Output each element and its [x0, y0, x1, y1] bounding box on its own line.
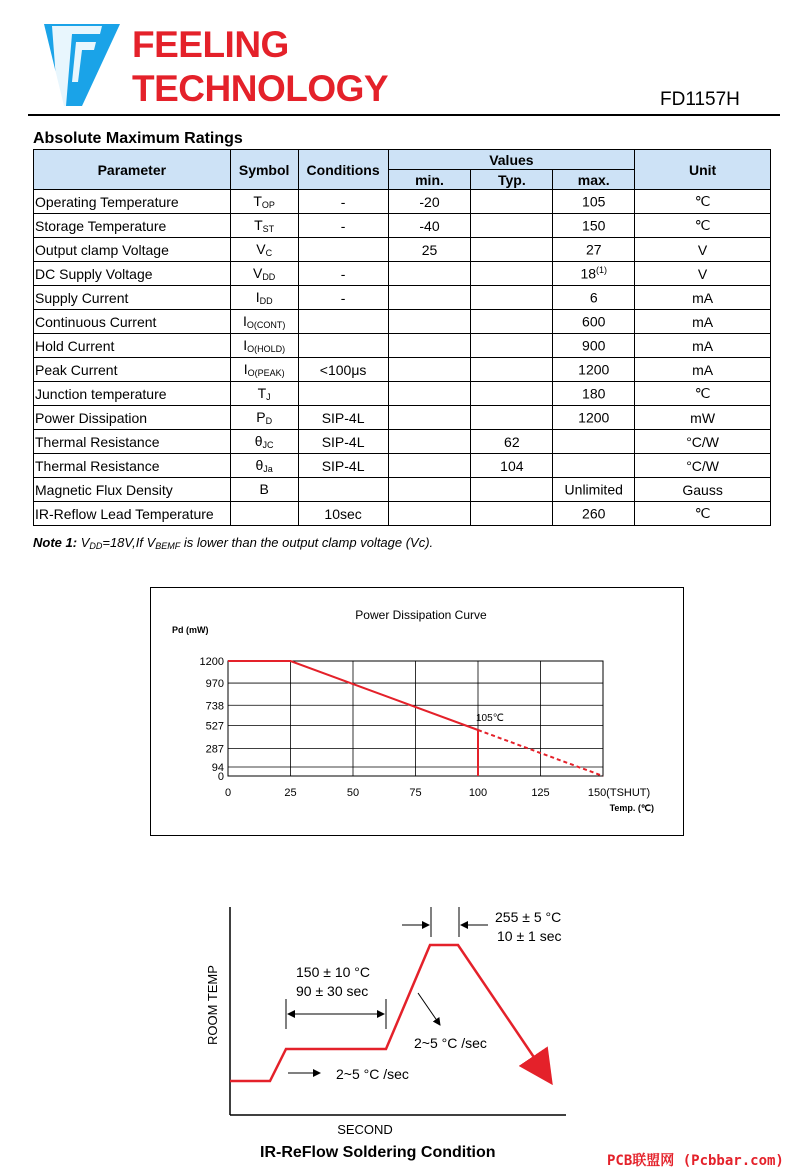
note-1	[33, 535, 433, 551]
cell-conditions: SIP-4L	[298, 454, 388, 478]
header-min: min.	[388, 170, 471, 190]
cell-min	[388, 382, 471, 406]
table-row	[34, 214, 771, 238]
cell-min: -40	[388, 214, 471, 238]
y-tick-label: 0	[217, 771, 224, 783]
ramp-down-label: 2~5 °C /sec	[414, 1035, 487, 1051]
cell-max	[553, 430, 635, 454]
brand-line-1: FEELING	[132, 24, 289, 65]
symbol-main: I	[255, 289, 260, 305]
header-unit: Unit	[635, 150, 771, 190]
cell-symbol	[230, 406, 298, 430]
cell-typ	[471, 238, 553, 262]
cell-max	[553, 190, 635, 214]
x-tick-label: 50	[346, 787, 360, 799]
cell-symbol	[230, 262, 298, 286]
cell-conditions	[298, 238, 388, 262]
x-tick-label: 100	[468, 787, 488, 799]
x-tick-label: 25	[284, 787, 297, 799]
cell-unit: mA	[635, 286, 771, 310]
cell-symbol	[230, 502, 298, 526]
header-values: Values	[388, 150, 635, 170]
cell-max	[553, 286, 635, 310]
symbol-main: T	[254, 217, 263, 233]
cell-unit: ℃	[635, 502, 771, 526]
symbol-main: θ	[255, 457, 264, 473]
chart-title: Power Dissipation Curve	[355, 608, 487, 622]
cell-parameter: DC Supply Voltage	[34, 262, 231, 286]
soak-time-label: 90 ± 30 sec	[296, 983, 369, 999]
symbol-sub: ST	[262, 224, 275, 234]
cell-parameter: Power Dissipation	[34, 406, 231, 430]
cell-min: 25	[388, 238, 471, 262]
cell-conditions: -	[298, 286, 388, 310]
cell-conditions: <100μs	[298, 358, 388, 382]
cell-parameter: Storage Temperature	[34, 214, 231, 238]
y-tick-label: 94	[211, 761, 224, 774]
symbol-main: I	[243, 337, 248, 353]
cell-conditions: -	[298, 262, 388, 286]
symbol-main: I	[243, 361, 248, 377]
symbol-sub: O(CONT)	[246, 320, 286, 330]
symbol-sub: O(HOLD)	[247, 344, 286, 354]
symbol-sub: DD	[259, 296, 273, 306]
x-tick-label: 75	[409, 787, 422, 799]
reflow-title: IR-ReFlow Soldering Condition	[260, 1144, 496, 1161]
cell-max	[553, 358, 635, 382]
power-dissipation-chart	[150, 587, 682, 835]
cell-typ	[471, 334, 553, 358]
cell-min	[388, 286, 471, 310]
cell-min	[388, 454, 471, 478]
y-tick-label: 527	[205, 720, 224, 733]
cell-typ	[471, 310, 553, 334]
cell-parameter: Supply Current	[34, 286, 231, 310]
cell-typ	[471, 406, 553, 430]
annotation-105c: 105℃	[476, 713, 504, 724]
header-typ: Typ.	[471, 170, 553, 190]
cell-typ	[471, 382, 553, 406]
cell-symbol	[230, 214, 298, 238]
header-symbol: Symbol	[230, 150, 298, 190]
cell-unit: ℃	[635, 382, 771, 406]
y-tick-label: 970	[205, 678, 224, 691]
cell-unit: mW	[635, 406, 771, 430]
max-value: 1200	[578, 409, 610, 426]
cell-parameter: IR-Reflow Lead Temperature	[34, 502, 231, 526]
header-conditions: Conditions	[298, 150, 388, 190]
cell-max	[553, 382, 635, 406]
cell-typ	[471, 190, 553, 214]
cell-min: -20	[388, 190, 471, 214]
cell-max	[553, 214, 635, 238]
company-logo	[42, 22, 122, 108]
cell-max	[553, 454, 635, 478]
cell-max	[553, 310, 635, 334]
absolute-max-ratings-table	[33, 149, 771, 526]
cell-parameter: Output clamp Voltage	[34, 238, 231, 262]
header-parameter: Parameter	[34, 150, 231, 190]
cell-unit: mA	[635, 334, 771, 358]
cell-parameter: Thermal Resistance	[34, 430, 231, 454]
cell-conditions: SIP-4L	[298, 430, 388, 454]
max-value: 260	[582, 505, 606, 522]
cell-min	[388, 310, 471, 334]
cell-typ	[471, 214, 553, 238]
max-value: 6	[589, 289, 598, 306]
table-row	[34, 310, 771, 334]
cell-conditions: -	[298, 190, 388, 214]
table-row	[34, 262, 771, 286]
symbol-sub: Ja	[263, 464, 273, 474]
cell-min	[388, 358, 471, 382]
cell-max	[553, 478, 635, 502]
symbol-main: P	[256, 409, 266, 425]
max-value: 105	[582, 193, 606, 210]
max-value: 18	[580, 265, 597, 282]
cell-unit: °C/W	[635, 430, 771, 454]
symbol-main: T	[257, 385, 267, 401]
ramp-up-label: 2~5 °C /sec	[336, 1066, 409, 1082]
cell-symbol	[230, 238, 298, 262]
cell-symbol	[230, 310, 298, 334]
brand-line-2: TECHNOLOGY	[132, 68, 389, 109]
table-row	[34, 190, 771, 214]
symbol-main: B	[259, 481, 269, 497]
cell-unit: Gauss	[635, 478, 771, 502]
cell-unit: °C/W	[635, 454, 771, 478]
cell-symbol	[230, 190, 298, 214]
y-axis-label: Pd (mW)	[172, 625, 209, 635]
cell-typ	[471, 478, 553, 502]
cell-min	[388, 478, 471, 502]
cell-typ	[471, 358, 553, 382]
table-body	[34, 190, 771, 526]
table-row	[34, 382, 771, 406]
cell-min	[388, 262, 471, 286]
cell-parameter: Magnetic Flux Density	[34, 478, 231, 502]
cell-parameter: Thermal Resistance	[34, 454, 231, 478]
x-tick-label: 125	[531, 787, 550, 799]
cell-typ: 62	[471, 430, 553, 454]
cell-min	[388, 430, 471, 454]
cell-unit: ℃	[635, 190, 771, 214]
peak-temp-label: 255 ± 5 °C	[495, 909, 562, 925]
note-mid: =18V,If V	[102, 535, 156, 550]
cell-max	[553, 238, 635, 262]
note-v1: V	[80, 535, 90, 550]
table-row	[34, 238, 771, 262]
cell-unit: V	[635, 262, 771, 286]
table-row	[34, 406, 771, 430]
table-row	[34, 334, 771, 358]
ramp-down-arrow	[418, 993, 440, 1025]
header-divider	[28, 114, 780, 116]
table-row	[34, 358, 771, 382]
cell-parameter: Hold Current	[34, 334, 231, 358]
note-label: Note 1:	[33, 535, 78, 550]
cell-symbol	[230, 286, 298, 310]
cell-typ: 104	[471, 454, 553, 478]
cell-parameter: Junction temperature	[34, 382, 231, 406]
peak-time-label: 10 ± 1 sec	[497, 928, 562, 944]
cell-conditions	[298, 310, 388, 334]
table-row	[34, 478, 771, 502]
cell-symbol	[230, 478, 298, 502]
ir-reflow-diagram	[190, 895, 590, 1135]
table-row	[34, 430, 771, 454]
cell-typ	[471, 286, 553, 310]
cell-min	[388, 334, 471, 358]
max-value: 600	[582, 313, 606, 330]
chart-grid	[200, 656, 651, 799]
cell-symbol	[230, 382, 298, 406]
cell-conditions: 10sec	[298, 502, 388, 526]
symbol-sub: O(PEAK)	[247, 368, 285, 378]
cell-symbol	[230, 454, 298, 478]
cell-conditions	[298, 382, 388, 406]
watermark: PCB联盟网 (Pcbbar.com)	[607, 1153, 784, 1169]
max-value: 27	[585, 241, 602, 258]
cell-unit: mA	[635, 358, 771, 382]
note-tail: is lower than the output clamp voltage (Vc).	[180, 535, 434, 550]
cell-parameter: Operating Temperature	[34, 190, 231, 214]
y-axis-label-room-temp: ROOM TEMP	[205, 965, 220, 1045]
cell-conditions	[298, 478, 388, 502]
cell-max	[553, 502, 635, 526]
cell-unit: V	[635, 238, 771, 262]
cell-max	[553, 334, 635, 358]
x-tick-label: 0	[224, 787, 232, 799]
max-value: Unlimited	[564, 481, 623, 498]
max-value: 900	[582, 337, 606, 354]
symbol-main: T	[253, 193, 262, 209]
reflow-profile-line	[230, 945, 550, 1081]
part-number: FD1157H	[660, 89, 740, 110]
soak-temp-label: 150 ± 10 °C	[296, 964, 370, 980]
max-value: 180	[582, 385, 606, 402]
cell-unit: mA	[635, 310, 771, 334]
cell-unit: ℃	[635, 214, 771, 238]
y-tick-label: 287	[205, 743, 224, 756]
cell-conditions	[298, 334, 388, 358]
cell-symbol	[230, 430, 298, 454]
section-title: Absolute Maximum Ratings	[33, 130, 243, 147]
table-row	[34, 454, 771, 478]
cell-typ	[471, 502, 553, 526]
cell-min	[388, 502, 471, 526]
cell-typ	[471, 262, 553, 286]
max-footnote: (1)	[596, 265, 608, 276]
note-v2-sub: BEMF	[155, 541, 181, 551]
cell-max	[553, 406, 635, 430]
cell-min	[388, 406, 471, 430]
symbol-main: V	[252, 265, 263, 281]
x-axis-label: Temp. (℃)	[609, 803, 654, 813]
max-value: 150	[582, 217, 606, 234]
cell-symbol	[230, 334, 298, 358]
x-tick-label: 150(TSHUT)	[587, 787, 651, 799]
symbol-main: θ	[254, 433, 263, 449]
table-row	[34, 502, 771, 526]
symbol-sub: J	[266, 392, 271, 402]
cell-conditions: -	[298, 214, 388, 238]
symbol-sub: DD	[262, 272, 276, 282]
cell-max	[553, 262, 635, 286]
cell-symbol	[230, 358, 298, 382]
symbol-sub: D	[265, 416, 273, 426]
symbol-main: V	[256, 241, 266, 257]
symbol-main: I	[242, 313, 247, 329]
symbol-sub: OP	[261, 200, 275, 210]
symbol-sub: JC	[262, 440, 274, 450]
cell-parameter: Continuous Current	[34, 310, 231, 334]
y-tick-label: 738	[205, 700, 224, 713]
table-row	[34, 286, 771, 310]
note-v1-sub: DD	[89, 541, 103, 551]
cell-parameter: Peak Current	[34, 358, 231, 382]
symbol-sub: C	[265, 248, 273, 258]
header-max: max.	[553, 170, 635, 190]
x-axis-label-second: SECOND	[337, 1122, 393, 1135]
cell-conditions: SIP-4L	[298, 406, 388, 430]
max-value: 1200	[578, 361, 610, 378]
y-tick-label: 1200	[199, 656, 224, 668]
